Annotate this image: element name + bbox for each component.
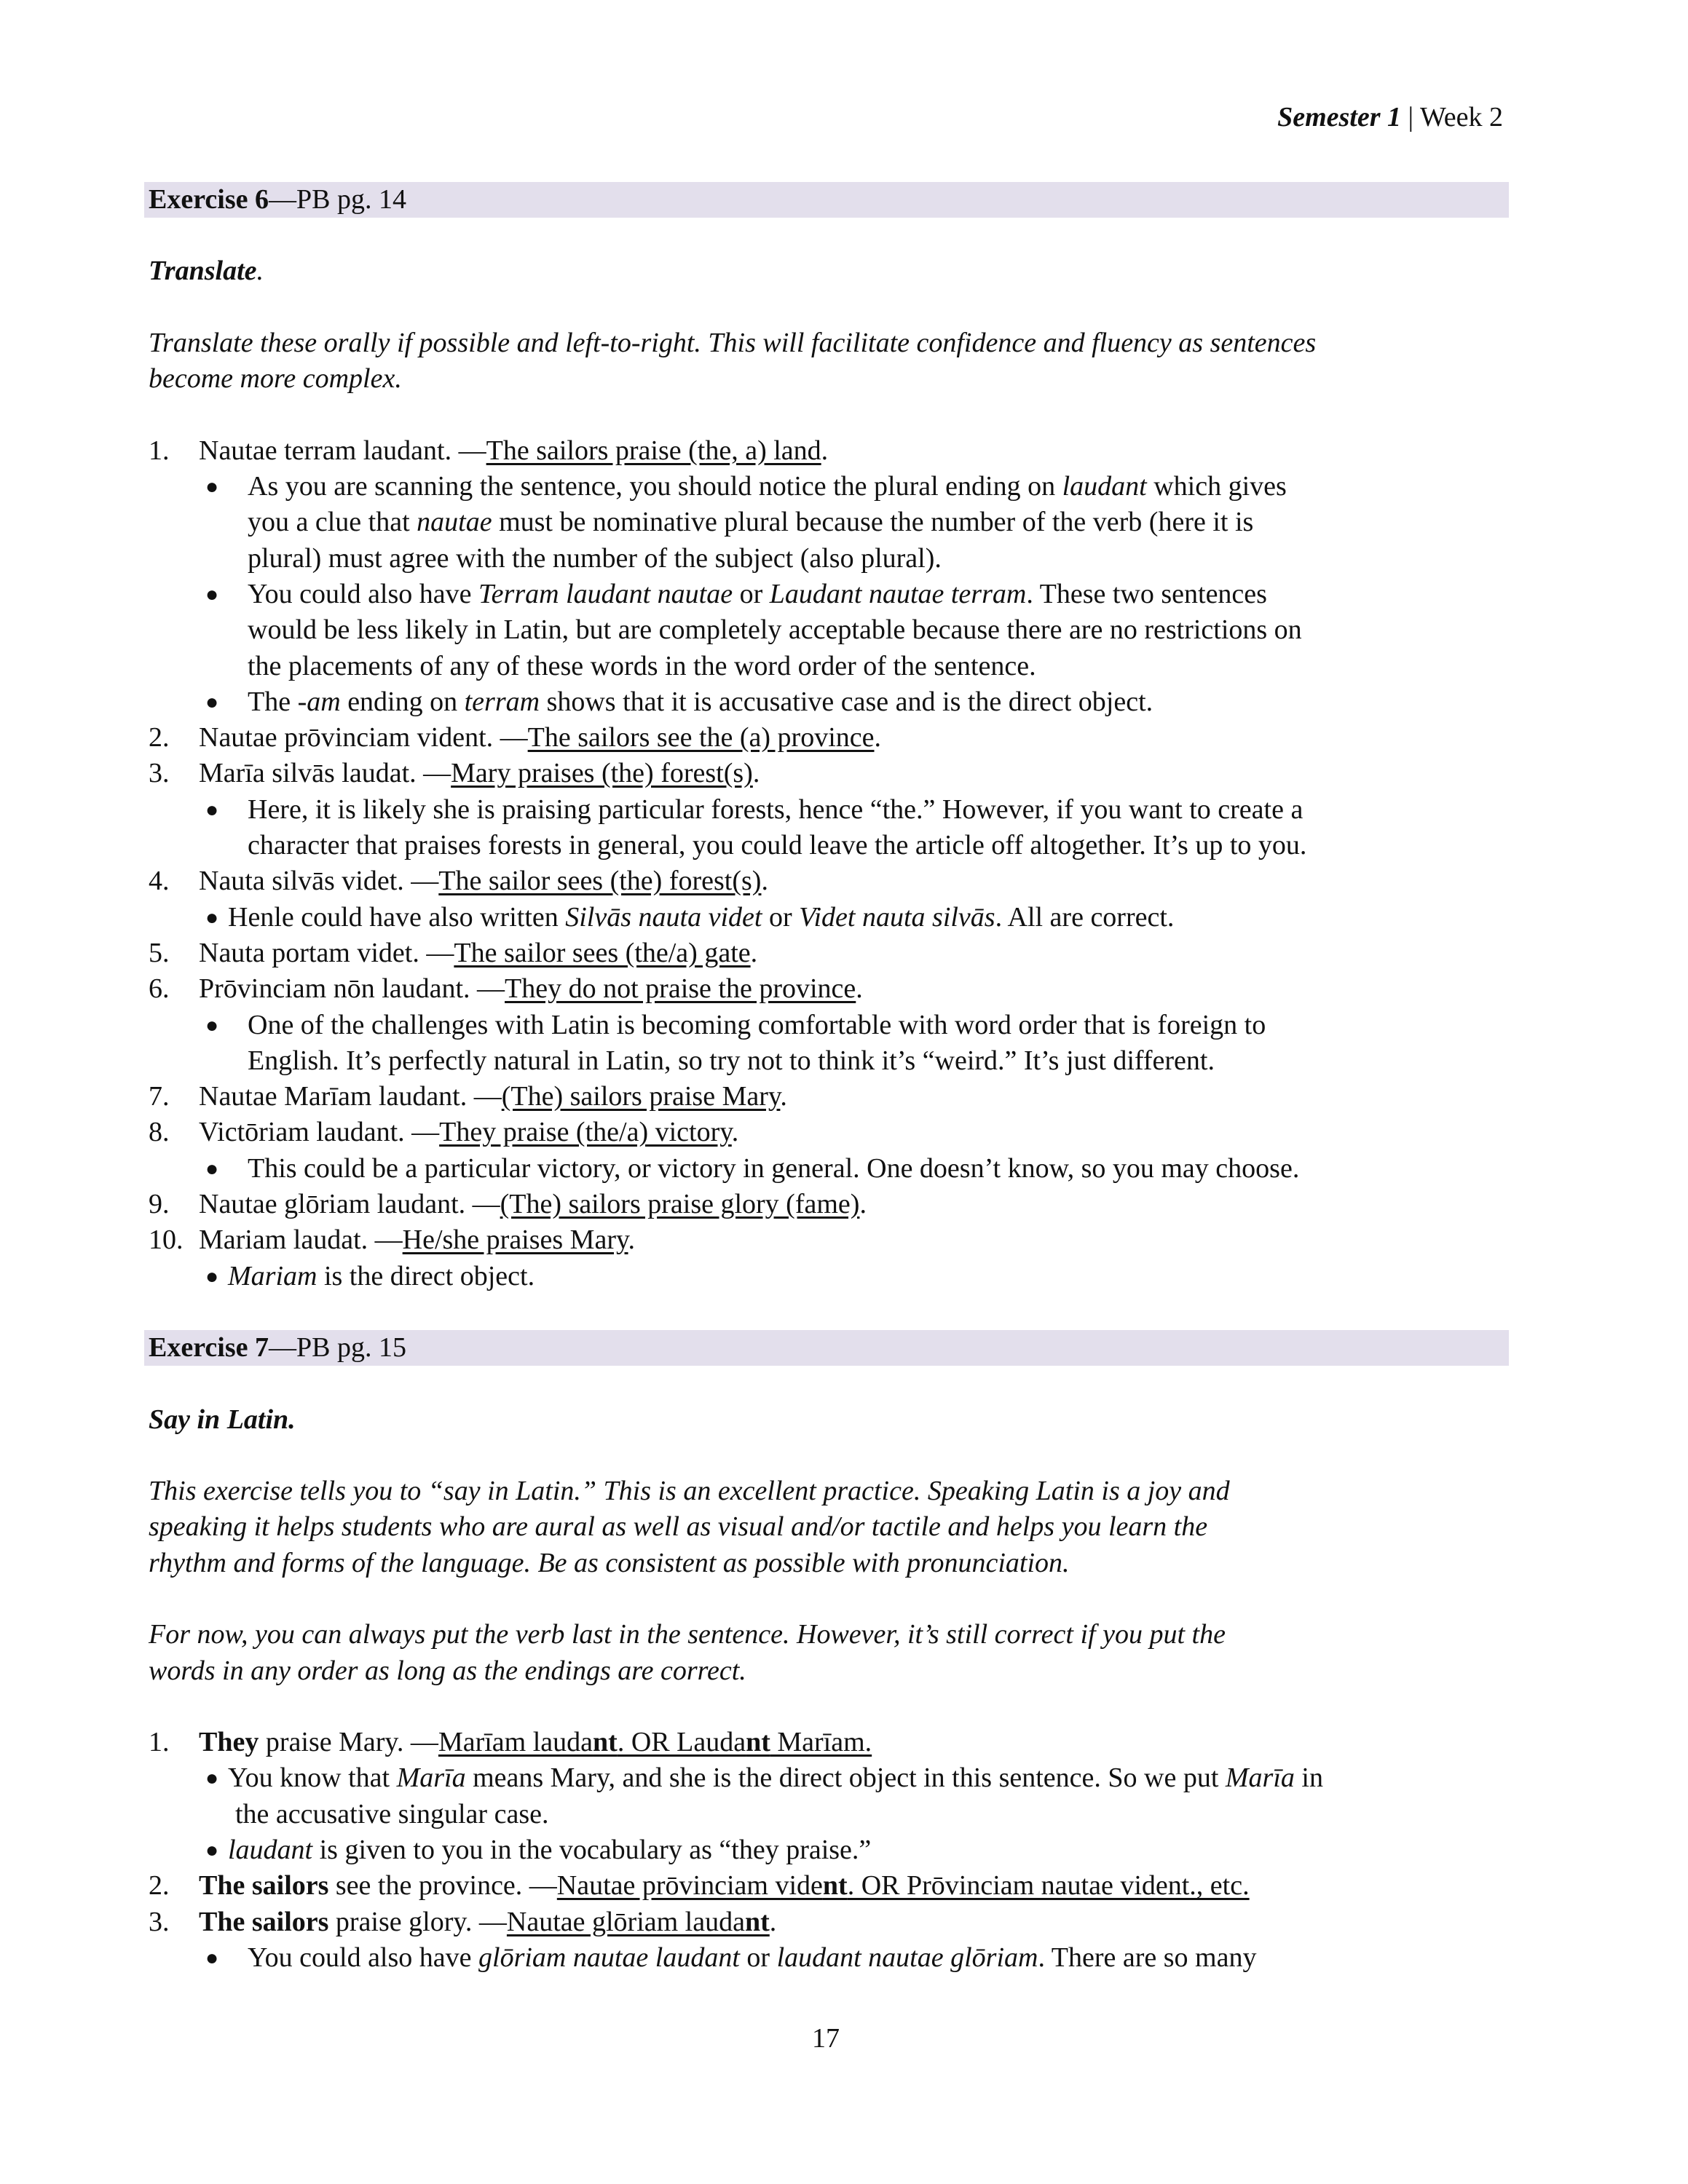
text-run: or <box>762 901 800 933</box>
item-number: 3. <box>149 758 170 789</box>
text-run: words in any order as long as the endings are correct. <box>149 1655 746 1686</box>
text-run: Nautae glōriam laudant. — <box>199 1189 500 1220</box>
line-text <box>248 684 1153 720</box>
semester-label: Semester 1 <box>1277 102 1402 132</box>
bullet-icon: ● <box>205 1013 219 1037</box>
line-text <box>199 1904 776 1940</box>
bullet-icon: ● <box>205 1156 219 1181</box>
text-run: means Mary, and she is the direct object in this sentence. So we put <box>465 1762 1226 1794</box>
list-item <box>144 1187 1509 1222</box>
text-line <box>144 1043 1509 1079</box>
item-number: 7. <box>149 1081 170 1112</box>
line-text <box>248 1043 1215 1079</box>
text-run: . OR Lauda <box>617 1727 746 1758</box>
text-run: Laudant nautae terram <box>769 578 1027 609</box>
line-text <box>228 1259 535 1294</box>
line-text <box>228 900 1174 935</box>
text-run: . These two sentences <box>1026 578 1267 609</box>
text-run: nt <box>744 1906 770 1937</box>
text-line <box>144 828 1509 863</box>
text-run: Marīa <box>1225 1762 1295 1794</box>
text-run: Marīam lauda <box>438 1727 593 1758</box>
line-text <box>228 1832 871 1868</box>
text-run: Marīam. <box>770 1727 872 1758</box>
bullet-item <box>144 1940 1509 1976</box>
item-number: 2. <box>149 1870 170 1902</box>
text-run: -am <box>297 686 341 717</box>
text-run: shows that it is accusative case and is the direct object. <box>540 686 1153 717</box>
bullet-item <box>144 1151 1509 1187</box>
text-run: . <box>821 435 829 466</box>
text-line <box>144 505 1509 540</box>
text-run: or <box>739 1942 777 1973</box>
text-run: . <box>731 1117 739 1148</box>
text-run: which gives <box>1146 471 1287 502</box>
text-run: Nautae prōvinciam vide <box>556 1870 823 1902</box>
item-number: 1. <box>149 1727 170 1758</box>
text-line <box>144 1617 1509 1653</box>
line-text <box>199 1187 867 1222</box>
text-line <box>144 541 1509 577</box>
line-text <box>149 1402 296 1438</box>
line-text <box>149 325 1316 361</box>
line-text <box>248 469 1287 505</box>
text-run: You could also have <box>248 1942 479 1973</box>
week-label: Week 2 <box>1419 102 1503 132</box>
text-run: nt <box>822 1870 848 1902</box>
text-run: . All are correct. <box>995 901 1175 933</box>
line-text <box>199 971 863 1007</box>
line-text <box>149 1546 1070 1581</box>
text-run: ending on <box>340 686 465 717</box>
line-text <box>199 1868 1250 1904</box>
text-run: laudant nautae glōriam <box>776 1942 1038 1973</box>
text-run: Here, it is likely she is praising particular forests, hence “the.” However, if you want to create a <box>248 794 1304 825</box>
text-run: The sailors <box>199 1870 329 1902</box>
document-body <box>144 182 1509 1976</box>
text-run: Victōriam laudant. — <box>199 1117 440 1148</box>
text-run: Translate <box>149 256 257 287</box>
text-run: Nauta silvās videt. — <box>199 866 439 897</box>
text-run: Marīa silvās laudat. — <box>199 758 451 789</box>
text-run: . <box>874 722 881 753</box>
text-line <box>144 1509 1509 1545</box>
line-text <box>248 612 1302 648</box>
text-run: The sailor sees (the) forest(s) <box>438 866 762 897</box>
line-text <box>248 577 1267 612</box>
bullet-item <box>144 900 1509 935</box>
line-text <box>248 828 1306 863</box>
item-number: 8. <box>149 1117 170 1148</box>
text-run: praise glory. — <box>328 1906 507 1937</box>
bullet-icon: ● <box>205 1838 219 1863</box>
exercise-title: Exercise 6 <box>149 184 269 215</box>
bullet-icon: ● <box>205 1766 219 1791</box>
text-run: . <box>859 1189 867 1220</box>
exercise-page-ref: —PB pg. 14 <box>268 184 406 215</box>
text-run: character that praises forests in general, you could leave the article off altogether. It’s up to you. <box>248 830 1307 861</box>
list-item <box>144 971 1509 1007</box>
text-line <box>144 361 1509 397</box>
text-run: The sailors <box>199 1906 329 1937</box>
line-text <box>235 1797 548 1832</box>
item-number: 4. <box>149 866 170 897</box>
text-run: must be nominative plural because the number of the verb (here it is <box>492 507 1254 538</box>
text-run: (The) sailors praise glory (fame) <box>500 1189 860 1220</box>
text-run: Prōvinciam nōn laudant. — <box>199 973 505 1005</box>
bullet-icon: ● <box>205 1945 219 1970</box>
text-run: . <box>628 1224 636 1256</box>
text-run: nautae <box>417 507 492 538</box>
list-item <box>144 433 1509 469</box>
line-text <box>199 433 828 469</box>
exercise-section <box>144 1330 1509 1976</box>
instruction-title <box>144 1402 1509 1438</box>
list-item <box>144 863 1509 899</box>
text-run: The sailor sees (the/a) gate <box>454 937 751 968</box>
instruction-title <box>144 253 1509 289</box>
text-run: . <box>769 1906 777 1937</box>
text-run: glōriam nautae laudant <box>478 1942 740 1973</box>
bullet-icon: ● <box>205 797 219 822</box>
text-run: Translate these orally if possible and left-to-right. This will facilitate confidence and fluency as sentences <box>149 327 1317 358</box>
line-text <box>248 1151 1299 1187</box>
text-run: laudant <box>1062 471 1147 502</box>
item-number: 5. <box>149 937 170 968</box>
text-run: Nautae terram laudant. — <box>199 435 486 466</box>
text-run: They praise (the/a) victory <box>439 1117 732 1148</box>
line-text <box>199 1115 738 1150</box>
exercise-heading <box>144 182 1509 218</box>
text-run: Henle could have also written <box>228 901 566 933</box>
item-number: 10. <box>149 1224 184 1256</box>
bullet-icon: ● <box>205 689 219 714</box>
text-line <box>144 1797 1509 1832</box>
header-separator: | <box>1401 102 1420 132</box>
list-item <box>144 720 1509 756</box>
text-run: rhythm and forms of the language. Be as consistent as possible with pronunciation. <box>149 1547 1070 1578</box>
text-run: This exercise tells you to “say in Latin.” This is an excellent practice. Speaking Latin is a joy and <box>149 1476 1230 1507</box>
text-run: Mariam laudat. — <box>199 1224 403 1256</box>
bullet-item <box>144 684 1509 720</box>
text-run: You know that <box>228 1762 397 1794</box>
text-run: . OR Prōvinciam nautae vident., etc. <box>847 1870 1250 1902</box>
text-run: the accusative singular case. <box>235 1798 549 1829</box>
text-run: Mariam <box>228 1260 318 1291</box>
exercise-title: Exercise 7 <box>149 1332 269 1364</box>
list-item <box>144 935 1509 971</box>
line-text <box>199 1079 787 1115</box>
page-number: 17 <box>812 2023 840 2054</box>
text-run: He/she praises Mary <box>402 1224 628 1256</box>
list-item <box>144 1222 1509 1258</box>
text-run: nt <box>746 1727 770 1758</box>
item-number: 6. <box>149 973 170 1005</box>
line-text <box>248 505 1253 540</box>
text-run: the placements of any of these words in the word order of the sentence. <box>248 650 1036 681</box>
line-text <box>149 1653 746 1689</box>
text-run: . <box>256 256 264 287</box>
text-run: nt <box>593 1727 618 1758</box>
bullet-item <box>144 792 1509 828</box>
list-item <box>144 1725 1509 1760</box>
text-run: see the province. — <box>328 1870 557 1902</box>
bullet-icon: ● <box>205 905 219 930</box>
line-text <box>199 1222 635 1258</box>
text-run: They <box>199 1727 259 1758</box>
text-run: Silvās nauta videt <box>565 901 762 933</box>
list-item <box>144 1115 1509 1150</box>
text-run: Nautae Marīam laudant. — <box>199 1081 502 1112</box>
line-text <box>199 720 881 756</box>
text-line <box>144 1473 1509 1509</box>
text-run: . <box>761 866 768 897</box>
list-item <box>144 756 1509 791</box>
text-line <box>144 649 1509 684</box>
text-run: . There are so many <box>1038 1942 1257 1973</box>
text-run: would be less likely in Latin, but are completely acceptable because there are no restrictions on <box>248 614 1302 646</box>
line-text <box>248 541 942 577</box>
line-text <box>199 756 760 791</box>
text-run: Terram laudant nautae <box>478 578 733 609</box>
text-run: One of the challenges with Latin is becoming comfortable with word order that is foreign to <box>248 1009 1266 1040</box>
text-run: terram <box>464 686 540 717</box>
text-run: you a clue that <box>248 507 417 538</box>
text-run: become more complex. <box>149 363 402 395</box>
line-text <box>228 1760 1323 1796</box>
text-run: . <box>780 1081 787 1112</box>
exercise-section <box>144 182 1509 1294</box>
text-run: For now, you can always put the verb last in the sentence. However, it’s still correct if you put the <box>149 1619 1226 1650</box>
running-header <box>1277 99 1503 135</box>
bullet-item <box>144 1832 1509 1868</box>
text-run: Nautae prōvinciam vident. — <box>199 722 528 753</box>
item-number: 1. <box>149 435 170 466</box>
text-run: speaking it helps students who are aural as well as visual and/or tactile and helps you learn the <box>149 1511 1208 1543</box>
text-run: You could also have <box>248 578 479 609</box>
text-line <box>144 325 1509 361</box>
list-item <box>144 1079 1509 1115</box>
bullet-item <box>144 1008 1509 1043</box>
text-run: is the direct object. <box>317 1260 535 1291</box>
text-run: or <box>733 578 770 609</box>
text-run: in <box>1294 1762 1323 1794</box>
line-text <box>248 792 1303 828</box>
item-number: 9. <box>149 1189 170 1220</box>
line-text <box>149 361 402 397</box>
bullet-item <box>144 577 1509 612</box>
text-run: laudant <box>228 1835 313 1866</box>
text-line <box>144 612 1509 648</box>
text-run: Nauta portam videt. — <box>199 937 454 968</box>
text-run: (The) sailors praise Mary <box>501 1081 781 1112</box>
line-text <box>248 1008 1266 1043</box>
text-line <box>144 1546 1509 1581</box>
line-text <box>248 1940 1256 1976</box>
text-run: The <box>248 686 298 717</box>
line-text <box>149 1473 1230 1509</box>
line-text <box>149 1509 1207 1545</box>
text-run: is given to you in the vocabulary as “they praise.” <box>312 1835 872 1866</box>
line-text <box>149 253 264 289</box>
exercise-heading <box>144 1330 1509 1366</box>
bullet-icon: ● <box>205 475 219 499</box>
text-run: . <box>750 937 758 968</box>
list-item <box>144 1904 1509 1940</box>
text-run: Say in Latin. <box>149 1404 296 1435</box>
bullet-item <box>144 1760 1509 1796</box>
line-text <box>199 1725 872 1760</box>
exercise-page-ref: —PB pg. 15 <box>268 1332 406 1364</box>
text-run: . <box>856 973 863 1005</box>
text-run: . <box>752 758 760 789</box>
text-run: Videt nauta silvās <box>799 901 995 933</box>
text-run: plural) must agree with the number of the subject (also plural). <box>248 542 942 574</box>
bullet-icon: ● <box>205 582 219 606</box>
text-run: They do not praise the province <box>505 973 856 1005</box>
line-text <box>199 863 768 899</box>
text-run: Nautae glōriam lauda <box>506 1906 745 1937</box>
line-text <box>199 935 757 971</box>
text-run: English. It’s perfectly natural in Latin, so try not to think it’s “weird.” It’s just different. <box>248 1045 1215 1076</box>
item-number: 3. <box>149 1906 170 1937</box>
list-item <box>144 1868 1509 1904</box>
bullet-item <box>144 469 1509 505</box>
text-run: As you are scanning the sentence, you should notice the plural ending on <box>248 471 1062 502</box>
text-run: Mary praises (the) forest(s) <box>451 758 753 789</box>
line-text <box>149 1617 1226 1653</box>
text-run: Marīa <box>396 1762 466 1794</box>
line-text <box>248 649 1036 684</box>
text-run: The sailors praise (the, a) land <box>486 435 821 466</box>
text-run: This could be a particular victory, or victory in general. One doesn’t know, so you may choose. <box>248 1152 1300 1184</box>
text-line <box>144 1653 1509 1689</box>
bullet-item <box>144 1259 1509 1294</box>
text-run: The sailors see the (a) province <box>527 722 875 753</box>
text-run: praise Mary. — <box>259 1727 438 1758</box>
bullet-icon: ● <box>205 1264 219 1289</box>
item-number: 2. <box>149 722 170 753</box>
